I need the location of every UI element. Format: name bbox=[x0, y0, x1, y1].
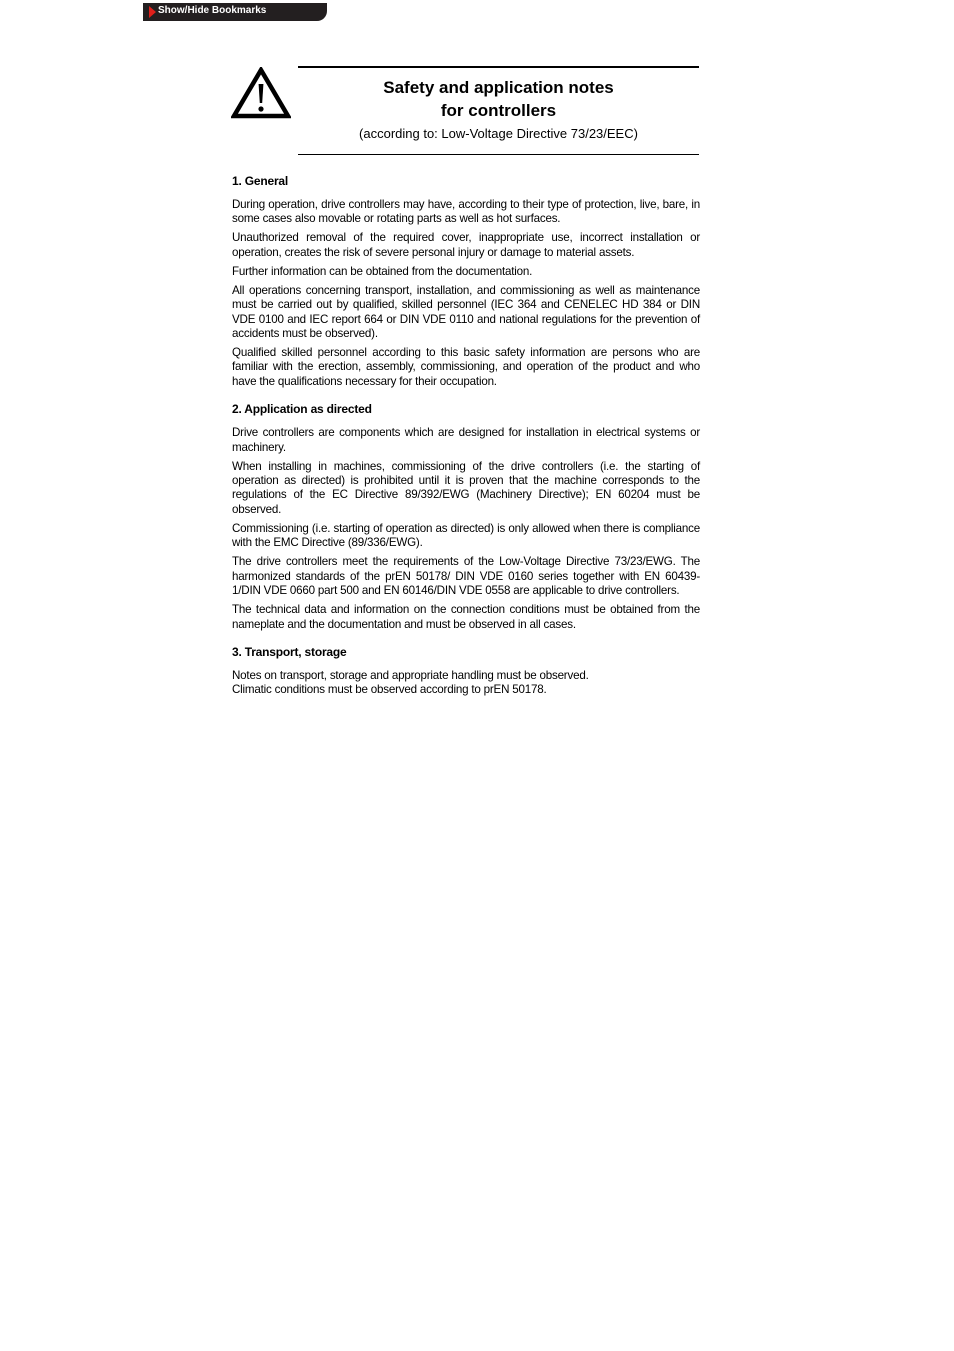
page-subtitle: (according to: Low-Voltage Directive 73/23/EEC) bbox=[359, 126, 638, 141]
paragraph: Qualified skilled personnel according to this basic safety information are persons who are familiar with the erection, assembly, commissioning, and operation of the product and who have the qualifications necessary for their occupation. bbox=[232, 346, 700, 388]
triangle-right-icon bbox=[149, 6, 156, 18]
section-application bbox=[232, 402, 700, 632]
paragraph: During operation, drive controllers may have, according to their type of protection, live, bare, in some cases also movable or rotating parts as well as hot surfaces. bbox=[232, 198, 700, 226]
warning-triangle-icon bbox=[231, 67, 291, 119]
section-transport bbox=[232, 645, 700, 698]
paragraph: When installing in machines, commissioning of the drive controllers (i.e. the starting of operation as directed) is prohibited until it is proven that the machine corresponds to the regulations of the EC Directive 89/392/EWG (Machinery Directive); EN 60204 must be observed. bbox=[232, 459, 700, 516]
paragraph: Unauthorized removal of the required cover, inappropriate use, incorrect installation or operation, creates the risk of severe personal injury or damage to material assets. bbox=[232, 231, 700, 259]
paragraph: All operations concerning transport, installation, and commissioning as well as maintenance must be carried out by qualified, skilled personnel (IEC 364 and CENELEC HD 384 or DIN VDE 0100 and IEC report 664 or DIN VDE 0110 and national regulations for the prevention of accidents must be observed). bbox=[232, 283, 700, 341]
section-general bbox=[232, 174, 700, 389]
section-heading: 2. Application as directed bbox=[232, 402, 372, 417]
section-heading: 1. General bbox=[232, 174, 289, 188]
paragraph: Climatic conditions must be observed according to prEN 50178. bbox=[232, 683, 547, 697]
section-heading: 3. Transport, storage bbox=[232, 644, 347, 659]
paragraph: Commissioning (i.e. starting of operation as directed) is only allowed when there is compliance with the EMC Directive (89/336/EWG). bbox=[232, 521, 700, 550]
show-hide-bookmarks-button[interactable] bbox=[143, 3, 327, 21]
title-bottom-rule bbox=[298, 154, 699, 155]
title-top-rule bbox=[298, 66, 699, 68]
paragraph: Drive controllers are components which are designed for installation in electrical systems or machinery. bbox=[232, 426, 700, 454]
document-body bbox=[232, 174, 700, 711]
bookmark-button-label: Show/Hide Bookmarks bbox=[158, 5, 267, 16]
paragraph: Notes on transport, storage and appropriate handling must be observed. bbox=[232, 668, 589, 682]
paragraph: The technical data and information on the connection conditions must be obtained from the nameplate and the documentation and must be observed in all cases. bbox=[232, 603, 700, 631]
paragraph: Further information can be obtained from the documentation. bbox=[232, 264, 533, 278]
paragraph: The drive controllers meet the requirements of the Low-Voltage Directive 73/23/EWG. The harmonized standards of the prEN 50178/ DIN VDE 0160 series together with EN 60439-1/DIN VDE 0660 part 500 and EN 60146/DIN VDE 0558 are applicable to drive controllers. bbox=[232, 555, 700, 598]
page-title-line2: for controllers bbox=[440, 101, 557, 120]
page-title-line1: Safety and application notes bbox=[383, 78, 614, 97]
